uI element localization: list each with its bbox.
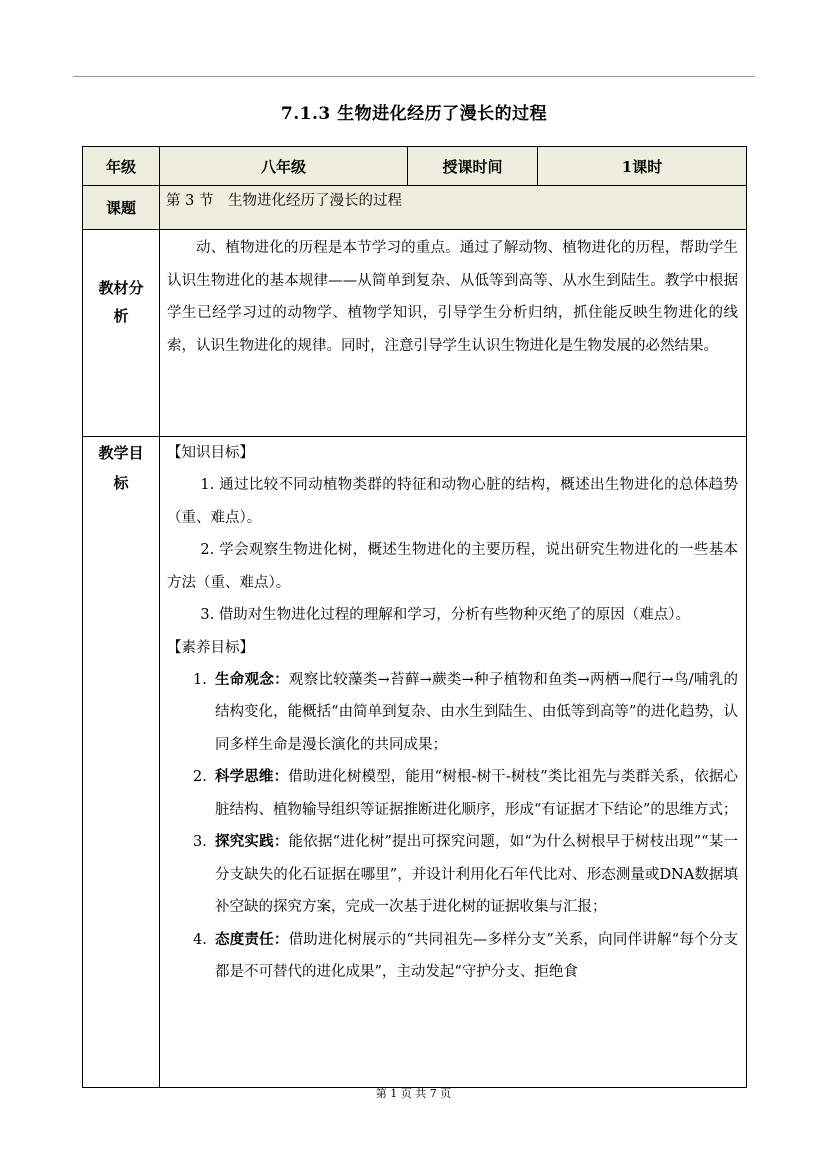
literacy-item-title: 探究实践： xyxy=(215,833,289,850)
topic-label: 课题 xyxy=(83,186,160,230)
literacy-item-number: 2. xyxy=(193,769,207,785)
header-row xyxy=(83,147,747,186)
literacy-item-number: 4. xyxy=(193,931,207,948)
goals-label xyxy=(83,437,160,1088)
literacy-list xyxy=(167,664,738,989)
literacy-item xyxy=(167,664,738,762)
goals-content xyxy=(160,437,747,1088)
lesson-plan-table xyxy=(82,146,747,1088)
literacy-heading: 【素养目标】 xyxy=(167,639,254,656)
literacy-item-text: 能依据“进化树”提出可探究问题，如“为什么树根早于树枝出现”“某一分支缺失的化石证据在哪里”，并设计利用化石年代比对、形态测量或DNA数据填补空缺的探究方案，完成一次基于进化树的证据收集与汇报； xyxy=(215,834,739,915)
knowledge-item: 1. 通过比较不同动植物类群的特征和动物心脏的结构，概述出生物进化的总体趋势（重、难点）。 xyxy=(167,477,738,526)
analysis-text: 动、植物进化的历程是本节学习的重点。通过了解动物、植物进化的历程，帮助学生认识生物进化的基本规律——从简单到复杂、从低等到高等、从水生到陆生。教学中根据学生已经学习过的动物学、植物学知识，引导学生分析归纳，抓住能反映生物进化的线索，认识生物进化的规律。同时，注意引导学生认识生物进化是生物发展的必然结果。 xyxy=(160,230,747,437)
literacy-item xyxy=(167,761,738,826)
grade-value: 八年级 xyxy=(160,147,408,186)
class-time-label: 授课时间 xyxy=(408,147,538,186)
literacy-item xyxy=(167,924,738,989)
literacy-item-title: 生命观念： xyxy=(215,670,289,688)
analysis-row xyxy=(83,230,747,437)
goals-row xyxy=(83,437,747,1088)
topic-row xyxy=(83,186,747,230)
analysis-label-line1: 教材分 xyxy=(98,279,144,297)
knowledge-heading: 【知识目标】 xyxy=(167,445,254,461)
literacy-item-number: 3. xyxy=(193,834,207,850)
knowledge-item: 3. 借助对生物进化过程的理解和学习，分析有些物种灭绝了的原因（难点）。 xyxy=(200,607,691,623)
page-title: 7.1.3 生物进化经历了漫长的过程 xyxy=(280,104,548,124)
topic-value: 第 3 节 生物进化经历了漫长的过程 xyxy=(160,186,747,230)
analysis-label xyxy=(83,230,160,437)
analysis-label-line2: 析 xyxy=(113,307,129,325)
literacy-item xyxy=(167,826,738,924)
goals-label-line2: 标 xyxy=(113,474,129,492)
literacy-item-text: 借助进化树模型，能用“树根-树干-树枝”类比祖先与类群关系，依据心脏结构、植物输导组织等证据推断进化顺序，形成“有证据才下结论”的思维方式； xyxy=(215,769,739,818)
literacy-item-text: 观察比较藻类→苔藓→蕨类→种子植物和鱼类→两栖→爬行→鸟/哺乳的结构变化，能概括“由简单到复杂、由水生到陆生、由低等到高等”的进化趋势，认同多样生命是漫长演化的共同成果； xyxy=(215,671,739,753)
goals-label-line1: 教学目 xyxy=(98,444,144,462)
literacy-item-title: 态度责任： xyxy=(215,930,289,948)
header-rule xyxy=(73,76,755,77)
page-number: 第 1 页 共 7 页 xyxy=(375,1087,452,1100)
grade-label: 年级 xyxy=(83,147,160,186)
literacy-item-text: 借助进化树展示的“共同祖先—多样分支”关系，向同伴讲解“每个分支都是不可替代的进化成果”，主动发起“守护分支、拒绝食 xyxy=(215,931,738,980)
literacy-item-number: 1. xyxy=(193,671,207,688)
knowledge-item: 2. 学会观察生物进化树，概述生物进化的主要历程，说出研究生物进化的一些基本方法（重、难点）。 xyxy=(167,542,738,591)
literacy-item-title: 科学思维： xyxy=(215,768,289,785)
class-time-value: 1课时 xyxy=(538,147,747,186)
